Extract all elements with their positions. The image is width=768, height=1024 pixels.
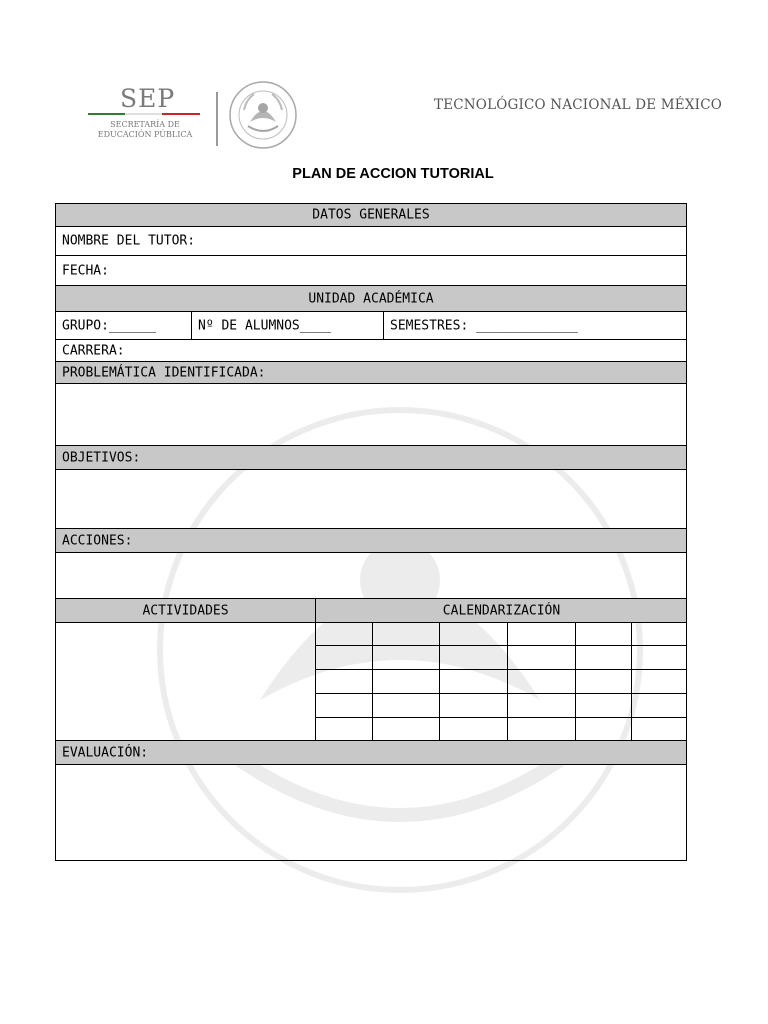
nombre-tutor-label: NOMBRE DEL TUTOR: [62, 233, 196, 249]
group-info-row [56, 312, 686, 340]
calendarizacion-header: CALENDARIZACIÓN [442, 603, 561, 618]
field-num-alumnos[interactable]: Nº DE ALUMNOS____ [198, 318, 332, 333]
actividades-input-area[interactable] [56, 623, 315, 740]
acciones-input-area[interactable] [56, 553, 686, 599]
sep-logo-stripe [88, 113, 200, 115]
sep-logo-subtitle: SECRETARÍA DE EDUCACIÓN PÚBLICA [97, 120, 193, 139]
evaluacion-input-area[interactable] [56, 765, 686, 861]
carrera-label: CARRERA: [62, 343, 125, 358]
national-seal-icon [228, 80, 298, 150]
logo-divider [216, 92, 218, 146]
institution-name: TECNOLÓGICO NACIONAL DE MÉXICO [434, 97, 723, 113]
field-carrera[interactable] [56, 340, 686, 362]
objetivos-input-area[interactable] [56, 470, 686, 529]
document-title: PLAN DE ACCION TUTORIAL [292, 166, 494, 182]
sep-logo-text: SEP [120, 84, 176, 113]
actividades-header: ACTIVIDADES [142, 603, 229, 618]
field-fecha[interactable] [56, 256, 686, 286]
field-semestres[interactable]: SEMESTRES: _____________ [390, 318, 578, 333]
actividades-header-row [56, 599, 686, 623]
section-evaluacion: EVALUACIÓN: [56, 741, 686, 765]
fecha-label: FECHA: [62, 263, 109, 278]
field-grupo[interactable]: GRUPO:______ [62, 318, 156, 333]
tutorial-plan-form [55, 203, 687, 861]
section-acciones: ACCIONES: [56, 529, 686, 553]
section-objetivos: OBJETIVOS: [56, 446, 686, 470]
section-unidad-academica: UNIDAD ACADÉMICA [56, 286, 686, 312]
problematica-input-area[interactable] [56, 384, 686, 446]
calendar-grid [315, 623, 687, 740]
document-header [0, 0, 768, 160]
section-datos-generales: DATOS GENERALES [56, 204, 686, 227]
section-problematica: PROBLEMÁTICA IDENTIFICADA: [56, 362, 686, 384]
field-nombre-tutor[interactable] [56, 227, 686, 256]
actividades-body-row [56, 623, 686, 741]
